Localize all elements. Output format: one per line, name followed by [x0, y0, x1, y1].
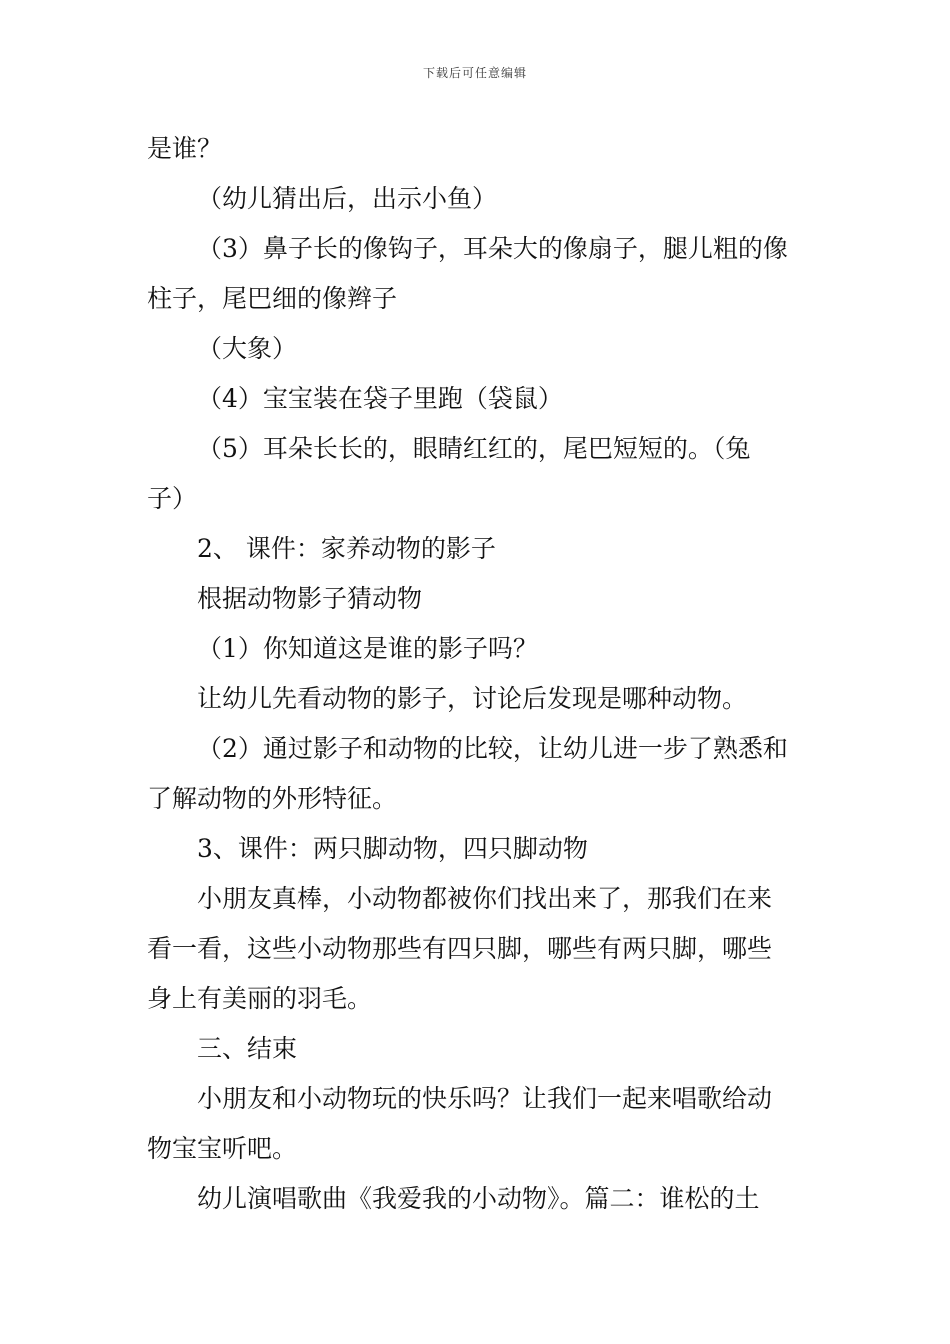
text-line: （1）你知道这是谁的影子吗？: [197, 634, 538, 663]
text-line: 小朋友和小动物玩的快乐吗？让我们一起来唱歌给动: [197, 1084, 773, 1113]
text-line: 2、 课件：家养动物的影子: [197, 534, 496, 563]
text-line: 了解动物的外形特征。: [147, 784, 398, 813]
text-line: （大象）: [197, 334, 298, 363]
text-line: （2）通过影子和动物的比较，让幼儿进一步了熟悉和: [197, 734, 788, 763]
text-line: 物宝宝听吧。: [147, 1134, 298, 1163]
text-line: 小朋友真棒，小动物都被你们找出来了，那我们在来: [197, 884, 773, 913]
text-line: 看一看，这些小动物那些有四只脚，哪些有两只脚，哪些: [147, 934, 773, 963]
text-line: （3）鼻子长的像钩子，耳朵大的像扇子，腿儿粗的像: [197, 234, 788, 263]
text-line: 3、课件：两只脚动物，四只脚动物: [197, 834, 588, 863]
text-line: 三、结束: [197, 1034, 298, 1063]
text-line: 让幼儿先看动物的影子，讨论后发现是哪种动物。: [197, 684, 748, 713]
text-line: 身上有美丽的羽毛。: [147, 984, 373, 1013]
page-header: 下载后可任意编辑: [422, 66, 527, 80]
text-line: 是谁？: [147, 134, 223, 163]
text-line: （幼儿猜出后，出示小鱼）: [197, 184, 498, 213]
text-line: 柱子，尾巴细的像辫子: [147, 284, 398, 313]
text-line: （5）耳朵长长的，眼睛红红的，尾巴短短的。（兔: [197, 434, 751, 463]
text-line: 子）: [147, 484, 198, 513]
text-line: （4）宝宝装在袋子里跑（袋鼠）: [197, 384, 563, 413]
text-line: 幼儿演唱歌曲《我爱我的小动物》。篇二：谁松的土: [197, 1184, 760, 1213]
text-line: 根据动物影子猜动物: [197, 584, 423, 613]
